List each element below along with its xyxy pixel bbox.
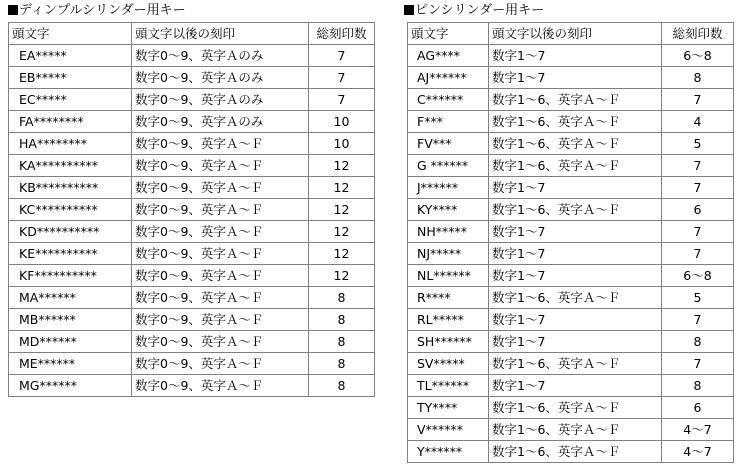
table-header-row — [408, 23, 734, 45]
prefix-cell: MG****** — [9, 375, 132, 397]
table-row — [408, 397, 734, 419]
prefix-cell: ME****** — [9, 353, 132, 375]
marking-cell: 数字1～6、英字Ａ～Ｆ — [489, 199, 662, 221]
count-cell: 10 — [309, 133, 375, 155]
prefix-cell: TY**** — [408, 397, 489, 419]
prefix-cell: NJ***** — [408, 243, 489, 265]
prefix-cell: MD****** — [9, 331, 132, 353]
count-cell: 12 — [309, 243, 375, 265]
pin-cylinder-title — [404, 1, 544, 21]
marking-cell: 数字1～6、英字Ａ～Ｆ — [489, 111, 662, 133]
prefix-cell: V****** — [408, 419, 489, 441]
header-prefix: 頭文字 — [9, 23, 132, 45]
marking-cell: 数字0～9、英字Ａ～Ｆ — [132, 309, 309, 331]
table-row — [408, 177, 734, 199]
square-bullet-icon — [8, 5, 18, 15]
marking-cell: 数字1～7 — [489, 265, 662, 287]
prefix-cell: SH****** — [408, 331, 489, 353]
marking-cell: 数字0～9、英字Ａ～Ｆ — [132, 177, 309, 199]
prefix-cell: HA******** — [9, 133, 132, 155]
header-prefix: 頭文字 — [408, 23, 489, 45]
marking-cell: 数字0～9、英字Ａのみ — [132, 45, 309, 67]
header-count: 総刻印数 — [309, 23, 375, 45]
table-row — [9, 111, 375, 133]
marking-cell: 数字1～7 — [489, 243, 662, 265]
prefix-cell: G ****** — [408, 155, 489, 177]
count-cell: 7 — [309, 89, 375, 111]
marking-cell: 数字1～7 — [489, 177, 662, 199]
table-row — [408, 441, 734, 463]
count-cell: 7 — [662, 309, 734, 331]
table-row — [408, 221, 734, 243]
marking-cell: 数字0～9、英字Ａ～Ｆ — [132, 287, 309, 309]
marking-cell: 数字0～9、英字Ａ～Ｆ — [132, 265, 309, 287]
table-row — [408, 67, 734, 89]
pin-cylinder-table — [407, 22, 734, 463]
table-row — [9, 177, 375, 199]
count-cell: 6～8 — [662, 45, 734, 67]
count-cell: 7 — [662, 155, 734, 177]
table-row — [9, 287, 375, 309]
count-cell: 8 — [662, 331, 734, 353]
marking-cell: 数字1～7 — [489, 67, 662, 89]
prefix-cell: F*** — [408, 111, 489, 133]
marking-cell: 数字0～9、英字Ａのみ — [132, 89, 309, 111]
table-row — [408, 133, 734, 155]
dimple-cylinder-table-body — [9, 23, 375, 397]
marking-cell: 数字1～6、英字Ａ～Ｆ — [489, 155, 662, 177]
marking-cell: 数字1～7 — [489, 221, 662, 243]
prefix-cell: MA****** — [9, 287, 132, 309]
count-cell: 7 — [662, 243, 734, 265]
table-row — [408, 331, 734, 353]
count-cell: 8 — [662, 375, 734, 397]
count-cell: 4～7 — [662, 441, 734, 463]
header-marking: 頭文字以後の刻印 — [132, 23, 309, 45]
marking-cell: 数字0～9、英字Ａ～Ｆ — [132, 199, 309, 221]
table-row — [9, 221, 375, 243]
count-cell: 5 — [662, 287, 734, 309]
count-cell: 7 — [309, 45, 375, 67]
table-row — [9, 331, 375, 353]
header-count: 総刻印数 — [662, 23, 734, 45]
prefix-cell: Y****** — [408, 441, 489, 463]
prefix-cell: AG**** — [408, 45, 489, 67]
count-cell: 6 — [662, 199, 734, 221]
prefix-cell: KF********** — [9, 265, 132, 287]
table-row — [9, 133, 375, 155]
table-row — [9, 45, 375, 67]
dimple-cylinder-title — [8, 1, 186, 21]
marking-cell: 数字0～9、英字Ａ～Ｆ — [132, 155, 309, 177]
table-row — [408, 89, 734, 111]
marking-cell: 数字0～9、英字Ａ～Ｆ — [132, 221, 309, 243]
count-cell: 7 — [662, 353, 734, 375]
pin-cylinder-table-body — [408, 23, 734, 463]
count-cell: 12 — [309, 221, 375, 243]
marking-cell: 数字1～6、英字Ａ～Ｆ — [489, 397, 662, 419]
square-bullet-icon — [404, 5, 414, 15]
prefix-cell: MB****** — [9, 309, 132, 331]
prefix-cell: RL***** — [408, 309, 489, 331]
marking-cell: 数字0～9、英字Ａ～Ｆ — [132, 353, 309, 375]
marking-cell: 数字1～7 — [489, 331, 662, 353]
marking-cell: 数字0～9、英字Ａ～Ｆ — [132, 133, 309, 155]
count-cell: 7 — [662, 221, 734, 243]
count-cell: 8 — [662, 67, 734, 89]
count-cell: 6 — [662, 397, 734, 419]
marking-cell: 数字0～9、英字Ａ～Ｆ — [132, 243, 309, 265]
table-row — [9, 155, 375, 177]
count-cell: 5 — [662, 133, 734, 155]
marking-cell: 数字1～6、英字Ａ～Ｆ — [489, 353, 662, 375]
header-marking: 頭文字以後の刻印 — [489, 23, 662, 45]
marking-cell: 数字0～9、英字Ａ～Ｆ — [132, 375, 309, 397]
count-cell: 12 — [309, 265, 375, 287]
table-row — [9, 375, 375, 397]
count-cell: 8 — [309, 331, 375, 353]
table-row — [408, 199, 734, 221]
count-cell: 7 — [662, 177, 734, 199]
prefix-cell: KY**** — [408, 199, 489, 221]
count-cell: 8 — [309, 309, 375, 331]
table-row — [9, 199, 375, 221]
count-cell: 7 — [662, 89, 734, 111]
table-header-row — [9, 23, 375, 45]
prefix-cell: NH***** — [408, 221, 489, 243]
table-row — [9, 265, 375, 287]
table-row — [408, 353, 734, 375]
prefix-cell: KE********** — [9, 243, 132, 265]
count-cell: 12 — [309, 155, 375, 177]
prefix-cell: EC***** — [9, 89, 132, 111]
prefix-cell: R**** — [408, 287, 489, 309]
dimple-cylinder-table — [8, 22, 375, 397]
prefix-cell: SV***** — [408, 353, 489, 375]
prefix-cell: TL****** — [408, 375, 489, 397]
marking-cell: 数字1～6、英字Ａ～Ｆ — [489, 441, 662, 463]
table-row — [408, 265, 734, 287]
count-cell: 4 — [662, 111, 734, 133]
table-row — [408, 155, 734, 177]
table-row — [9, 67, 375, 89]
prefix-cell: FA******** — [9, 111, 132, 133]
prefix-cell: EA***** — [9, 45, 132, 67]
prefix-cell: KB********** — [9, 177, 132, 199]
table-row — [408, 287, 734, 309]
marking-cell: 数字1～6、英字Ａ～Ｆ — [489, 133, 662, 155]
table-row — [408, 419, 734, 441]
prefix-cell: KA********** — [9, 155, 132, 177]
marking-cell: 数字1～6、英字Ａ～Ｆ — [489, 89, 662, 111]
table-row — [408, 375, 734, 397]
marking-cell: 数字0～9、英字Ａのみ — [132, 111, 309, 133]
count-cell: 8 — [309, 375, 375, 397]
table-row — [9, 309, 375, 331]
count-cell: 10 — [309, 111, 375, 133]
count-cell: 8 — [309, 287, 375, 309]
table-row — [9, 243, 375, 265]
prefix-cell: EB***** — [9, 67, 132, 89]
marking-cell: 数字1～7 — [489, 309, 662, 331]
marking-cell: 数字1～6、英字Ａ～Ｆ — [489, 287, 662, 309]
table-row — [408, 243, 734, 265]
table-row — [408, 111, 734, 133]
prefix-cell: C****** — [408, 89, 489, 111]
count-cell: 8 — [309, 353, 375, 375]
marking-cell: 数字1～7 — [489, 45, 662, 67]
dimple-cylinder-title-text: ディンプルシリンダー用キー — [19, 3, 186, 18]
prefix-cell: J****** — [408, 177, 489, 199]
marking-cell: 数字0～9、英字Ａのみ — [132, 67, 309, 89]
table-row — [408, 45, 734, 67]
table-row — [9, 353, 375, 375]
table-row — [9, 89, 375, 111]
marking-cell: 数字1～6、英字Ａ～Ｆ — [489, 419, 662, 441]
prefix-cell: KD********** — [9, 221, 132, 243]
table-row — [408, 309, 734, 331]
count-cell: 12 — [309, 177, 375, 199]
prefix-cell: FV*** — [408, 133, 489, 155]
prefix-cell: AJ****** — [408, 67, 489, 89]
prefix-cell: KC********** — [9, 199, 132, 221]
count-cell: 6～8 — [662, 265, 734, 287]
pin-cylinder-title-text: ピンシリンダー用キー — [415, 3, 545, 18]
count-cell: 12 — [309, 199, 375, 221]
count-cell: 4～7 — [662, 419, 734, 441]
prefix-cell: NL****** — [408, 265, 489, 287]
count-cell: 7 — [309, 67, 375, 89]
marking-cell: 数字1～7 — [489, 375, 662, 397]
marking-cell: 数字0～9、英字Ａ～Ｆ — [132, 331, 309, 353]
